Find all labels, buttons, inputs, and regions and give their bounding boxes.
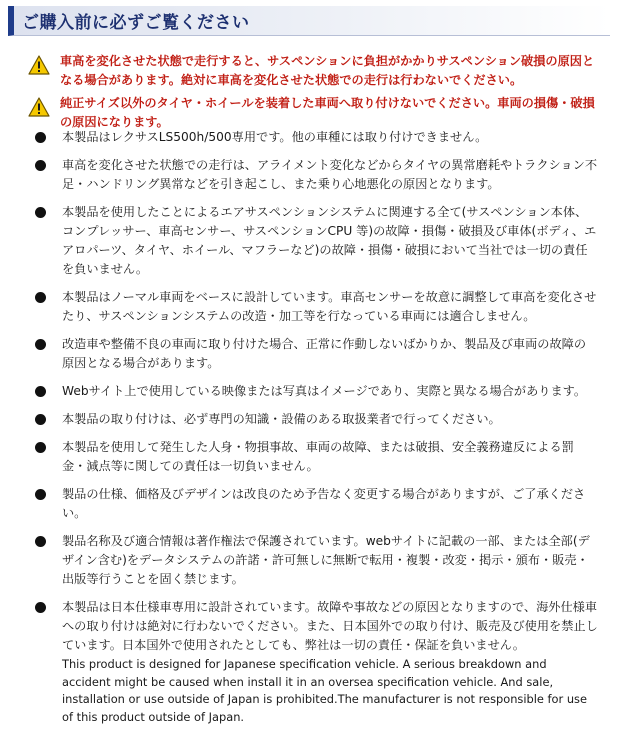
warning-triangle-icon bbox=[28, 97, 50, 117]
bullet-icon bbox=[35, 386, 46, 397]
bullet-icon bbox=[35, 339, 46, 350]
list-item bbox=[28, 335, 598, 373]
bullet-icon bbox=[35, 602, 46, 613]
list-item-text: 製品の仕様、価格及びデザインは改良のため予告なく変更する場合がありますが、ご了承ください。 bbox=[62, 487, 586, 520]
list-item bbox=[28, 288, 598, 326]
list-item-text: 本製品は日本仕様車専用に設計されています。故障や事故などの原因となりますので、海外仕様車への取り付けは絶対に行わないでください。また、日本国外での取り付け、販売及び使用を禁止しています。日本国外で使用されたとしても、弊社は一切の責任・保証を負いません。 bbox=[62, 600, 598, 652]
bullet-icon bbox=[35, 414, 46, 425]
warning-triangle-icon bbox=[28, 55, 50, 75]
list-item bbox=[28, 128, 598, 147]
page-title: ご購入前に必ずご覧ください bbox=[22, 13, 250, 33]
list-item-text: 本製品はレクサスLS500h/500専用です。他の車種には取り付けできません。 bbox=[62, 130, 488, 144]
bullet-icon bbox=[35, 207, 46, 218]
bullet-icon bbox=[35, 292, 46, 303]
bullet-icon bbox=[35, 132, 46, 143]
list-item bbox=[28, 438, 598, 476]
bullet-icon bbox=[35, 442, 46, 453]
notice-list bbox=[28, 128, 598, 735]
list-item-text: 本製品はノーマル車両をベースに設計しています。車高センサーを故意に調整して車高を変化させたり、サスペンションシステムの改造・加工等を行なっている車両には適合しません。 bbox=[62, 290, 597, 323]
warning-text: 純正サイズ以外のタイヤ・ホイールを装着した車両へ取り付けないでください。車両の損傷・破損の原因になります。 bbox=[60, 96, 595, 129]
list-item bbox=[28, 532, 598, 589]
bullet-icon bbox=[35, 160, 46, 171]
warning-item bbox=[28, 52, 598, 90]
bullet-icon bbox=[35, 489, 46, 500]
list-item-text: 本製品を使用したことによるエアサスペンションシステムに関連する全て(サスペンション本体、コンプレッサー、車高センサー、サスペンションCPU 等)の故障・損傷・破損及び車体(ボディ、エアロパーツ、タイヤ、ホイール、マフラーなど)の故障・損傷・破損において当社では一切の責任を負いません。 bbox=[62, 205, 597, 276]
list-item-text: 本製品を使用して発生した人身・物損事故、車両の故障、または破損、安全義務違反による罰金・減点等に関しての責任は一切負いません。 bbox=[62, 440, 574, 473]
warning-list bbox=[28, 52, 598, 136]
bullet-icon bbox=[35, 536, 46, 547]
list-item-text: 改造車や整備不良の車両に取り付けた場合、正常に作動しないばかりか、製品及び車両の故障の原因となる場合があります。 bbox=[62, 337, 587, 370]
list-item bbox=[28, 156, 598, 194]
warning-text: 車高を変化させた状態で走行すると、サスペンションに負担がかかりサスペンション破損の原因となる場合があります。絶対に車高を変化させた状態での走行は行わないでください。 bbox=[60, 54, 595, 87]
list-item-text: Webサイト上で使用している映像または写真はイメージであり、実際と異なる場合があります。 bbox=[62, 384, 587, 398]
list-item-text: 車高を変化させた状態での走行は、アライメント変化などからタイヤの異常磨耗やトラクション不足・ハンドリング異常などを引き起こし、また乗り心地悪化の原因となります。 bbox=[62, 158, 598, 191]
english-notice: This product is designed for Japanese specification vehicle. A serious breakdown and accident might be caused when install it in an oversea specification vehicle. And sale, installation or use outside of Japan is prohibited.The manufacturer is not responsible for use of this product outside of Japan. bbox=[62, 657, 587, 724]
list-item bbox=[28, 203, 598, 279]
warning-item bbox=[28, 94, 598, 132]
list-item bbox=[28, 485, 598, 523]
list-item bbox=[28, 598, 598, 726]
list-item bbox=[28, 382, 598, 401]
title-bar bbox=[8, 6, 610, 36]
list-item bbox=[28, 410, 598, 429]
list-item-text: 製品名称及び適合情報は著作権法で保護されています。webサイトに記載の一部、または全部(デザイン含む)をデータシステムの許諾・許可無しに無断で転用・複製・改変・掲示・頒布・販売・出版等行うことを固く禁じます。 bbox=[62, 534, 590, 586]
list-item-text: 本製品の取り付けは、必ず専門の知識・設備のある取扱業者で行ってください。 bbox=[62, 412, 501, 426]
